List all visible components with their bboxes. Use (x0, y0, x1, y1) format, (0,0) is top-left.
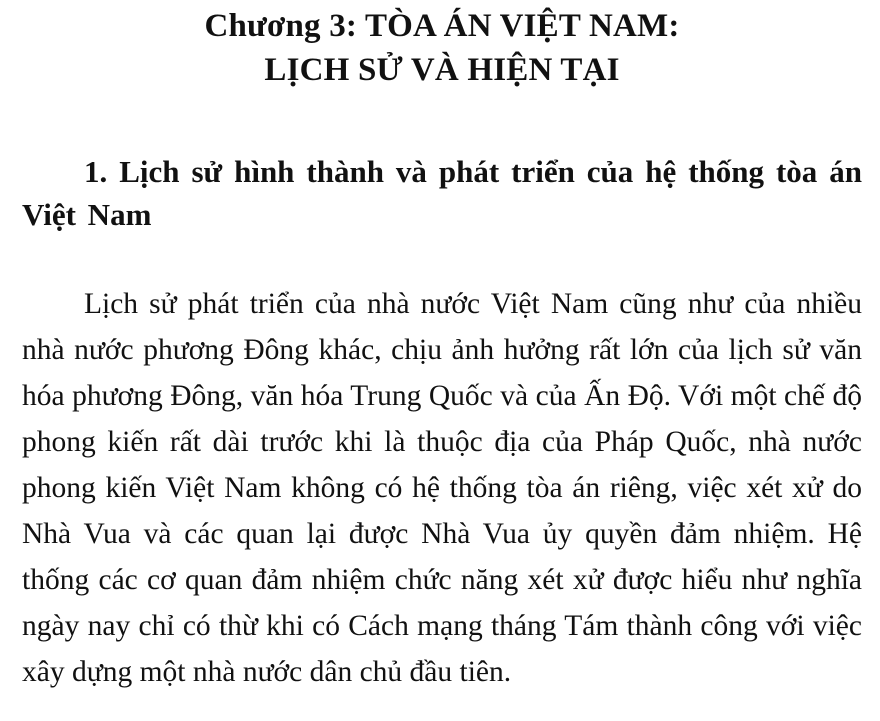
chapter-title-line-1: Chương 3: TÒA ÁN VIỆT NAM: (204, 8, 680, 44)
chapter-title (22, 0, 862, 92)
body-paragraph: Lịch sử phát triển của nhà nước Việt Nam cũng như của nhiều nhà nước phương Đông khác, chịu ảnh hưởng rất lớn của lịch sử văn hóa phương Đông, văn hóa Trung Quốc và của Ấn Độ. Với một chế độ phong kiến rất dài trước khi là thuộc địa của Pháp Quốc, nhà nước phong kiến Việt Nam không có hệ thống tòa án riêng, việc xét xử do Nhà Vua và các quan lại được Nhà Vua ủy quyền đảm nhiệm. Hệ thống các cơ quan đảm nhiệm chức năng xét xử được hiểu như nghĩa ngày nay chỉ có thừ khi có Cách mạng tháng Tám thành công với việc xây dựng một nhà nước dân chủ đầu tiên. (22, 288, 862, 688)
section-heading: 1. Lịch sử hình thành và phát triển của hệ thống tòa án Việt Nam (22, 154, 862, 232)
chapter-title-line-2: LỊCH SỬ VÀ HIỆN TẠI (264, 52, 620, 88)
